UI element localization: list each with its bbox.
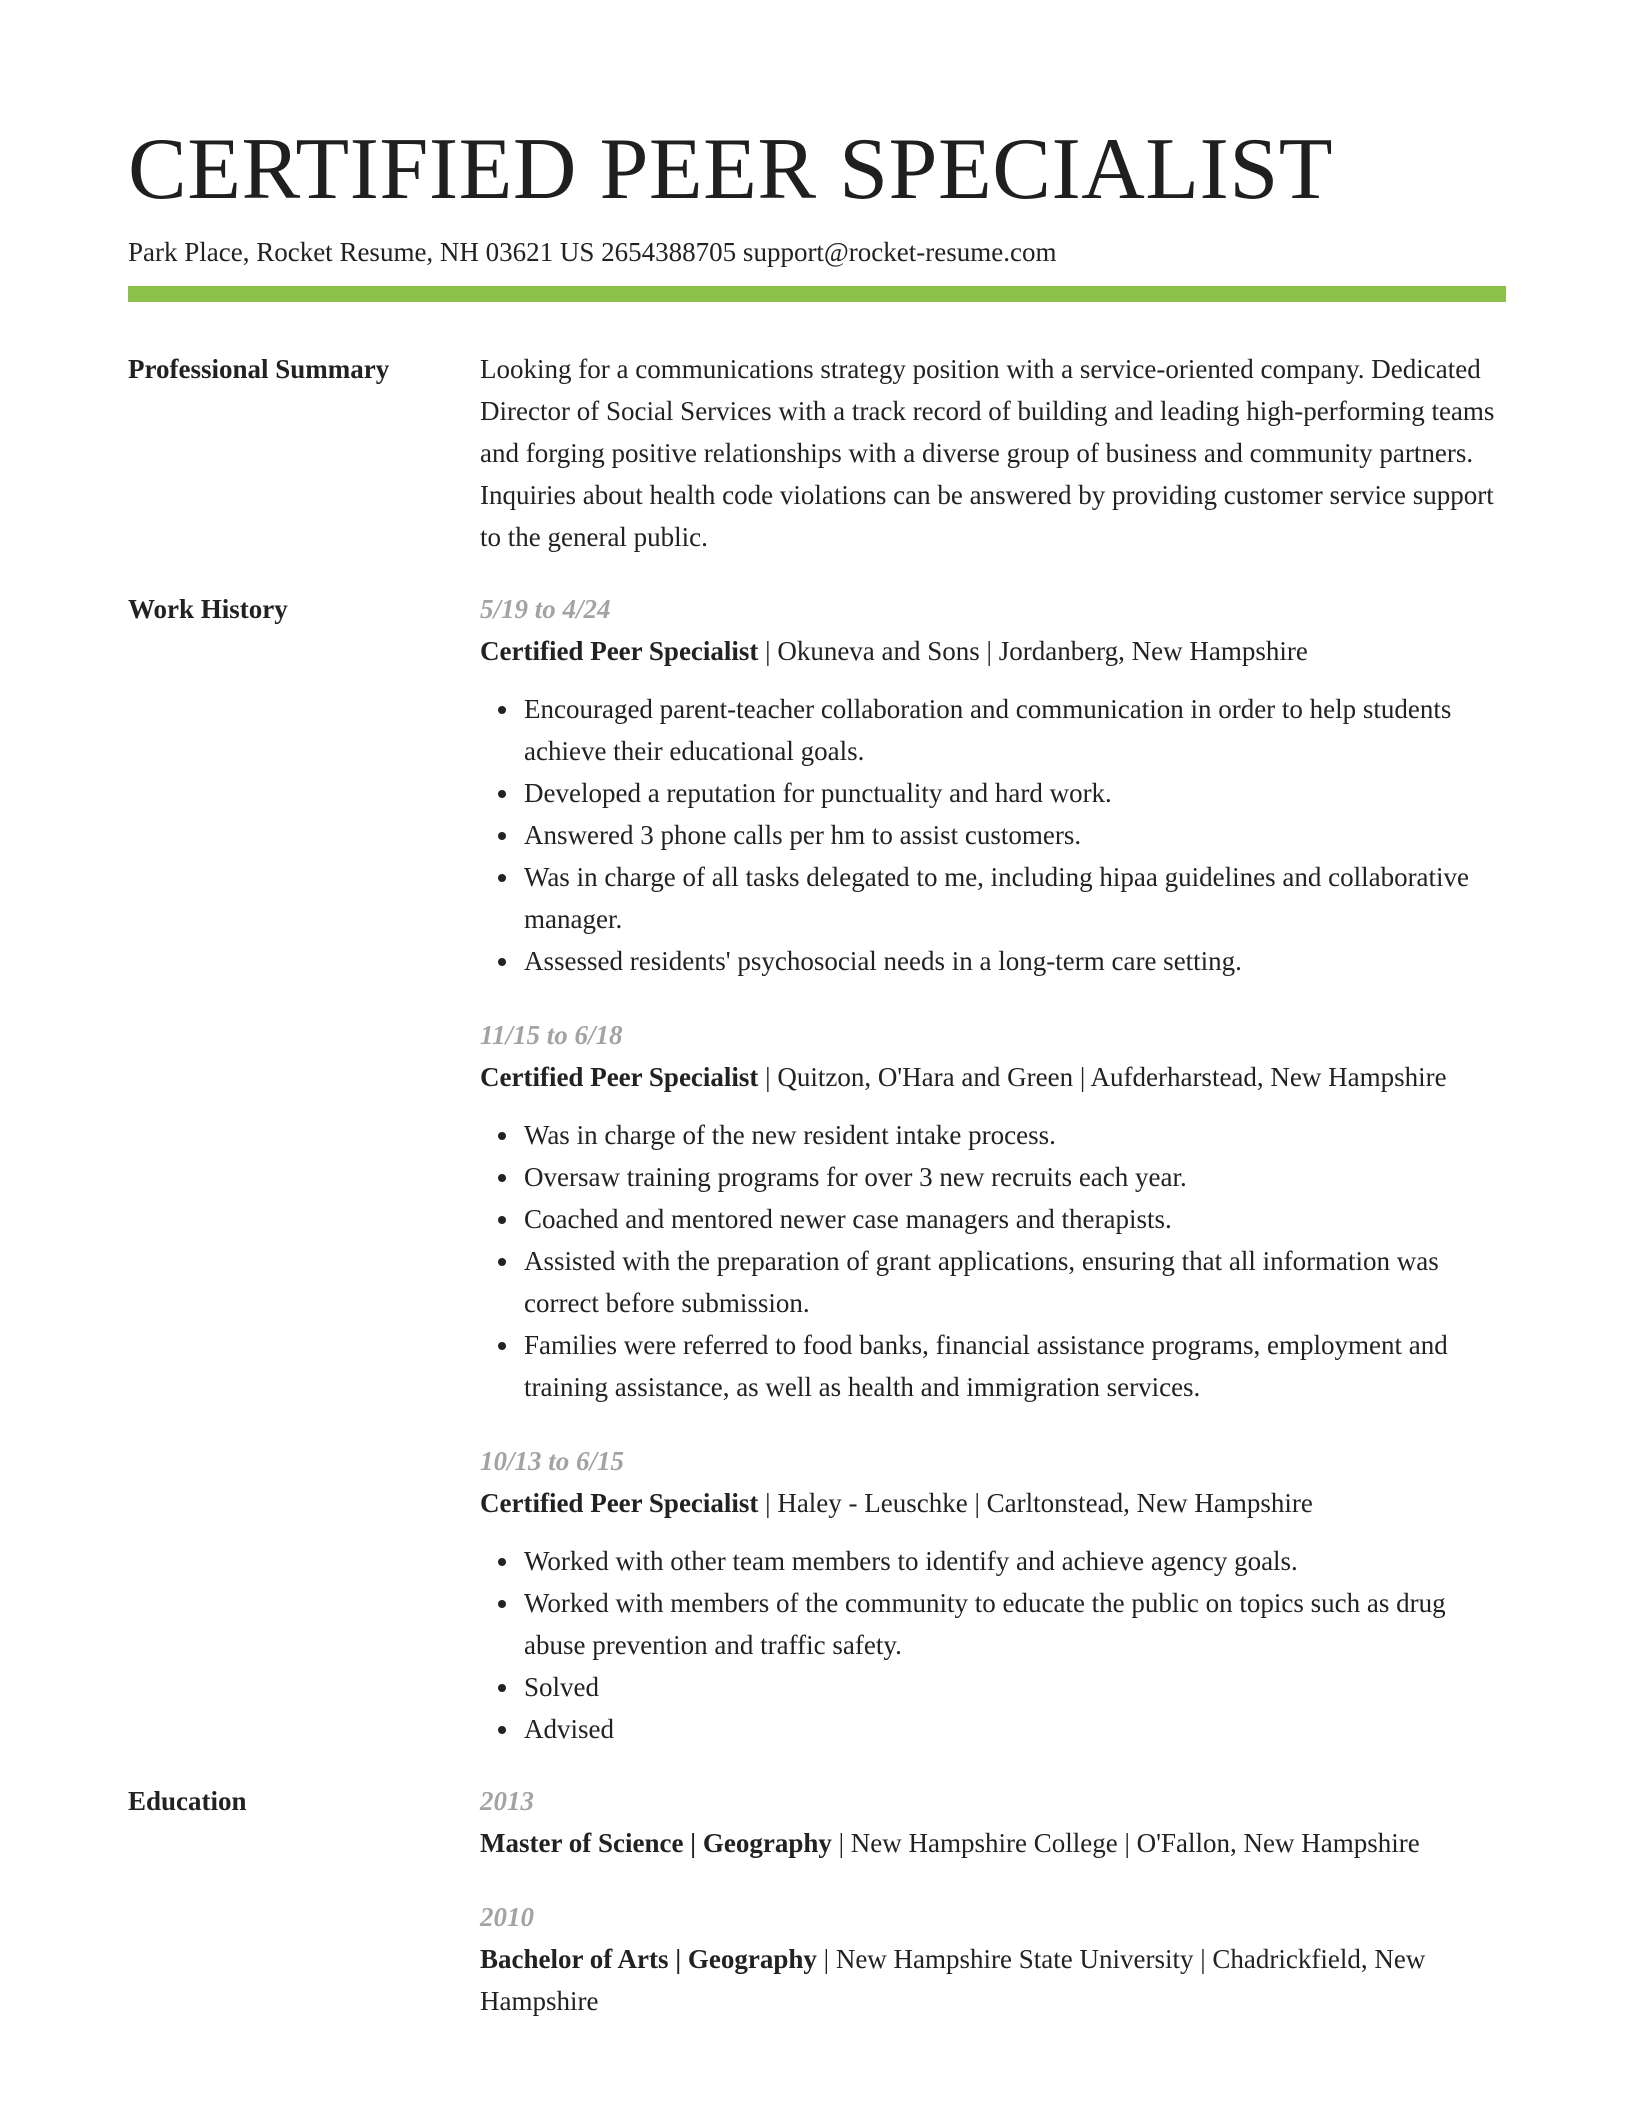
- job-heading: [480, 1056, 1506, 1098]
- job-bullet: Was in charge of the new resident intake process.: [524, 1114, 1506, 1156]
- job-dates: 5/19 to 4/24: [480, 594, 611, 625]
- job-bullet: Oversaw training programs for over 3 new recruits each year.: [524, 1156, 1506, 1198]
- job-bullet: Assessed residents' psychosocial needs in a long-term care setting.: [524, 940, 1506, 982]
- job-heading: [480, 630, 1506, 672]
- summary-label: Professional Summary: [128, 354, 390, 385]
- job-entry: [480, 588, 1506, 982]
- job-bullet: Worked with other team members to identify and achieve agency goals.: [524, 1540, 1506, 1582]
- education-year: 2010: [480, 1902, 534, 1933]
- job-bullet: Assisted with the preparation of grant applications, ensuring that all information was correct before submission.: [524, 1240, 1506, 1324]
- education-section: [128, 1780, 1506, 2022]
- job-dates: 11/15 to 6/18: [480, 1020, 623, 1051]
- job-title: Certified Peer Specialist: [480, 636, 759, 667]
- job-title: Certified Peer Specialist: [480, 1488, 759, 1519]
- education-entry: [480, 1896, 1506, 2022]
- education-list: [480, 1780, 1506, 2022]
- education-heading: [480, 1822, 1506, 1864]
- job-bullet: Families were referred to food banks, financial assistance programs, employment and training assistance, as well as health and immigration services.: [524, 1324, 1506, 1408]
- job-bullet: Developed a reputation for punctuality and hard work.: [524, 772, 1506, 814]
- job-details: | Haley - Leuschke | Carltonstead, New Hampshire: [758, 1488, 1313, 1519]
- education-degree: Bachelor of Arts | Geography: [480, 1944, 817, 1975]
- job-dates: 10/13 to 6/15: [480, 1446, 625, 1477]
- job-bullet: Advised: [524, 1708, 1506, 1750]
- job-details: | Quitzon, O'Hara and Green | Aufderharstead, New Hampshire: [758, 1062, 1447, 1093]
- job-bullets: [480, 1114, 1506, 1408]
- education-details: | New Hampshire College | O'Fallon, New Hampshire: [831, 1828, 1420, 1859]
- job-bullet: Coached and mentored newer case managers and therapists.: [524, 1198, 1506, 1240]
- job-heading: [480, 1482, 1506, 1524]
- job-bullet: Encouraged parent-teacher collaboration and communication in order to help students achieve their educational goals.: [524, 688, 1506, 772]
- job-entry: [480, 1014, 1506, 1408]
- accent-divider: [128, 286, 1506, 302]
- education-details: | New Hampshire State University | Chadrickfield, New Hampshire: [480, 1944, 1426, 2017]
- job-bullet: Solved: [524, 1666, 1506, 1708]
- education-label: Education: [128, 1786, 247, 1817]
- job-details: | Okuneva and Sons | Jordanberg, New Hampshire: [758, 636, 1308, 667]
- work-history-label: Work History: [128, 594, 288, 625]
- contact-line: Park Place, Rocket Resume, NH 03621 US 2654388705 support@rocket-resume.com: [128, 237, 1057, 267]
- job-title: Certified Peer Specialist: [480, 1062, 759, 1093]
- job-bullet: Worked with members of the community to educate the public on topics such as drug abuse prevention and traffic safety.: [524, 1582, 1506, 1666]
- education-degree: Master of Science | Geography: [480, 1828, 832, 1859]
- work-history-list: [480, 588, 1506, 1750]
- job-bullets: [480, 688, 1506, 982]
- job-bullet: Was in charge of all tasks delegated to me, including hipaa guidelines and collaborative manager.: [524, 856, 1506, 940]
- resume-title: CERTIFIED PEER SPECIALIST: [128, 121, 1334, 218]
- work-history-section: [128, 588, 1506, 1750]
- education-heading: [480, 1938, 1506, 2022]
- education-entry: [480, 1780, 1506, 1864]
- summary-section: [128, 348, 1506, 558]
- job-entry: [480, 1440, 1506, 1750]
- education-year: 2013: [480, 1786, 534, 1817]
- summary-text: Looking for a communications strategy position with a service-oriented company. Dedicated Director of Social Services with a track record of building and leading high-performing teams and forging positive relationships with a diverse group of business and community partners. Inquiries about health code violations can be answered by providing customer service support to the general public.: [480, 354, 1495, 553]
- job-bullet: Answered 3 phone calls per hm to assist customers.: [524, 814, 1506, 856]
- job-bullets: [480, 1540, 1506, 1750]
